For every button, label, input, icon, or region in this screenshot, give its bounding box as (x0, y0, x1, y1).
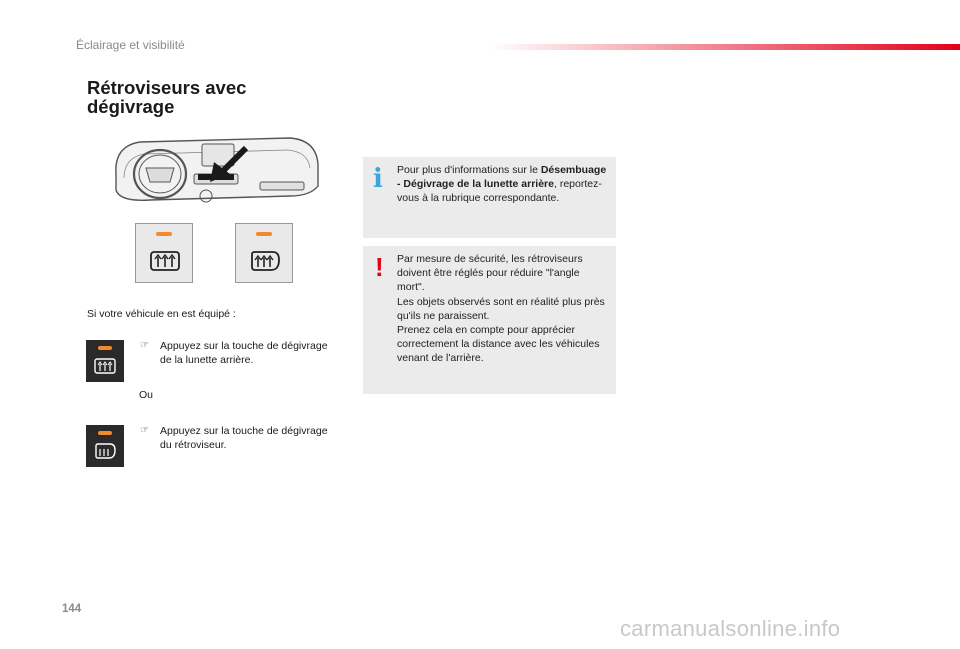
rear-defrost-button[interactable] (86, 340, 124, 382)
warning-icon: ! (375, 252, 384, 282)
indicator-led (156, 232, 172, 236)
info-text-after: , reportez-vous à la rubrique correspondante. (397, 178, 602, 205)
info-note-text (397, 163, 609, 206)
step-text: Appuyez sur la touche de dégivrage de la lunette arrière. (160, 340, 328, 366)
indicator-led (98, 431, 112, 435)
dashboard-illustration (110, 134, 322, 216)
info-text-before: Pour plus d'informations sur le (397, 164, 541, 176)
equipped-text: Si votre véhicule en est équipé : (87, 308, 236, 320)
mirror-defrost-panel (235, 223, 293, 283)
or-text: Ou (139, 389, 154, 401)
watermark: carmanualsonline.info (620, 616, 841, 641)
warning-line: Par mesure de sécurité, les rétroviseurs doivent être réglés pour réduire "l'angle mort". (397, 253, 583, 294)
warning-line: Les objets observés sont en réalité plus près qu'ils ne paraissent. (397, 295, 605, 322)
step-text: Appuyez sur la touche de dégivrage du rétroviseur. (160, 425, 328, 451)
page-title (87, 78, 347, 116)
step-rear-defrost (140, 339, 340, 369)
step-mirror-defrost (140, 424, 340, 454)
warning-note (363, 246, 616, 394)
rear-window-defrost-icon (94, 358, 116, 374)
mirror-defrost-button[interactable] (86, 425, 124, 467)
mirror-defrost-icon (94, 443, 116, 459)
rear-window-defrost-icon (149, 250, 181, 272)
page-title-line2: dégivrage (87, 96, 175, 117)
info-icon: i (373, 164, 383, 194)
page-title-line1: Rétroviseurs avec (87, 77, 247, 98)
info-text-bold: Désembuage - Dégivrage de la lunette arrière (397, 164, 607, 191)
header-accent-bar (490, 44, 960, 50)
pointing-hand-icon: ☞ (140, 340, 149, 351)
section-header: Éclairage et visibilité (76, 38, 185, 52)
indicator-led (256, 232, 272, 236)
info-note (363, 157, 616, 238)
warning-line: Prenez cela en compte pour apprécier correctement la distance avec les véhicules venant de l'arrière. (397, 324, 600, 365)
page-number: 144 (62, 603, 82, 615)
rear-defrost-panel (135, 223, 193, 283)
mirror-defrost-icon (249, 250, 281, 272)
warning-note-text (397, 252, 609, 366)
indicator-led (98, 346, 112, 350)
pointing-hand-icon: ☞ (140, 425, 149, 436)
